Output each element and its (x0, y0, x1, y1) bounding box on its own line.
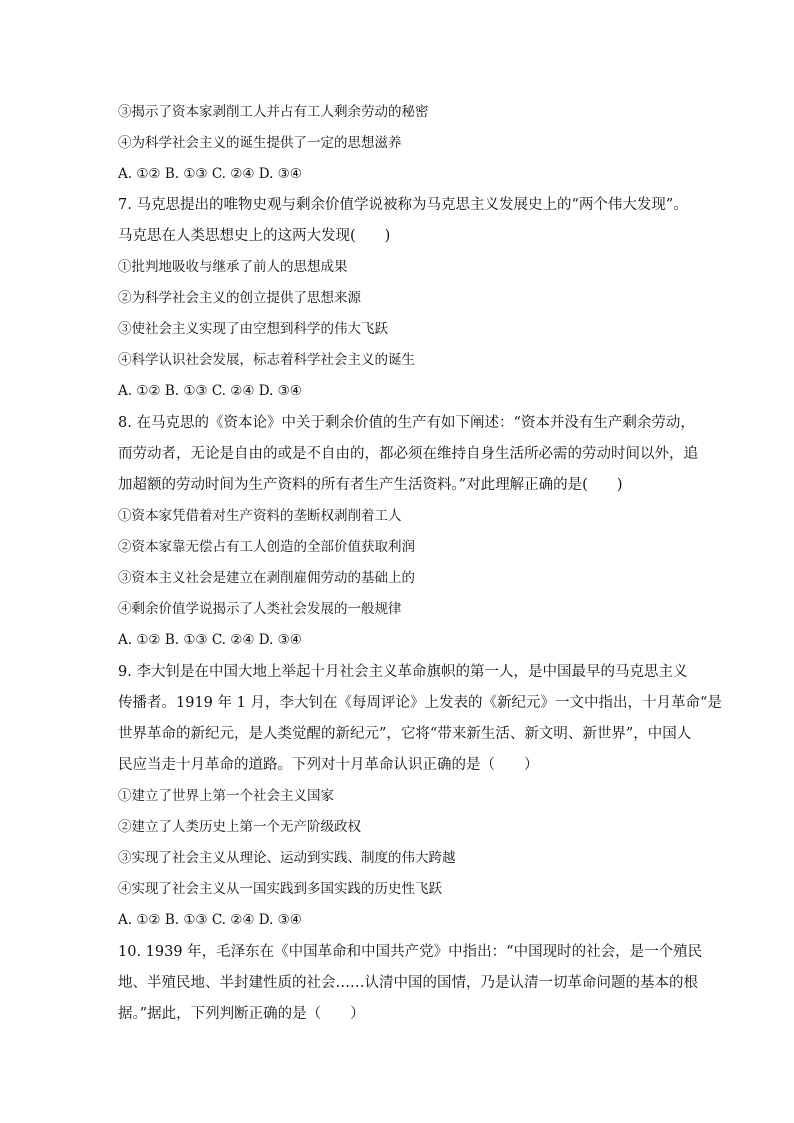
option-line: ①建立了世界上第一个社会主义国家 (118, 788, 334, 804)
option-line: ②建立了人类历史上第一个无产阶级政权 (118, 819, 361, 835)
option-line: ③资本主义社会是建立在剥削雇佣劳动的基础上的 (118, 570, 415, 586)
question-9-stem: 世界革命的新纪元，是人类觉醒的新纪元”，它将“带来新生活、新文明、新世界”，中国人 (118, 726, 692, 742)
question-9-stem: 传播者。1919 年 1 月，李大钊在《每周评论》上发表的《新纪元》一文中指出，十月革命“是 (118, 695, 722, 711)
answer-choices: A. ①② B. ①③ C. ②④ D. ③④ (118, 632, 302, 648)
question-7-stem: 马克思在人类思想史上的这两大发现( ) (118, 228, 391, 244)
option-line: ③揭示了资本家剥削工人并占有工人剩余劳动的秘密 (118, 104, 429, 120)
question-8-stem: 而劳动者，无论是自由的或是不自由的，都必须在维持自身生活所必需的劳动时间以外，追 (118, 446, 698, 462)
option-line: ③使社会主义实现了由空想到科学的伟大飞跃 (118, 321, 388, 337)
option-line: ④科学认识社会发展，标志着科学社会主义的诞生 (118, 352, 415, 368)
option-line: ④剩余价值学说揭示了人类社会发展的一般规律 (118, 601, 402, 617)
answer-choices: A. ①② B. ①③ C. ②④ D. ③④ (118, 166, 302, 182)
option-line: ②为科学社会主义的创立提供了思想来源 (118, 290, 361, 306)
question-10-stem: 据。”据此，下列判断正确的是（ ） (118, 1006, 365, 1022)
question-10-stem: 地、半殖民地、半封建性质的社会……认清中国的国情，乃是认清一切革命问题的基本的根 (118, 975, 698, 991)
question-7-stem: 7. 马克思提出的唯物史观与剩余价值学说被称为马克思主义发展史上的“两个伟大发现”。 (118, 197, 688, 213)
option-line: ④实现了社会主义从一国实践到多国实践的历史性飞跃 (118, 881, 442, 897)
option-line: ①资本家凭借着对生产资料的垄断权剥削着工人 (118, 508, 402, 524)
question-9-stem: 9. 李大钊是在中国大地上举起十月社会主义革命旗帜的第一人，是中国最早的马克思主义 (118, 664, 688, 680)
option-line: ②资本家靠无偿占有工人创造的全部价值获取利润 (118, 539, 415, 555)
option-line: ③实现了社会主义从理论、运动到实践、制度的伟大跨越 (118, 850, 456, 866)
option-line: ④为科学社会主义的诞生提供了一定的思想滋养 (118, 135, 402, 151)
question-9-stem: 民应当走十月革命的道路。下列对十月革命认识正确的是（ ） (118, 757, 539, 773)
answer-choices: A. ①② B. ①③ C. ②④ D. ③④ (118, 912, 302, 928)
question-8-stem: 加超额的劳动时间为生产资料的所有者生产生活资料。”对此理解正确的是( ) (118, 477, 623, 493)
question-8-stem: 8. 在马克思的《资本论》中关于剩余价值的生产有如下阐述：“资本并没有生产剩余劳动， (118, 415, 695, 431)
question-10-stem: 10. 1939 年，毛泽东在《中国革命和中国共产党》中指出：“中国现时的社会，是一个殖民 (118, 944, 703, 960)
option-line: ①批判地吸收与继承了前人的思想成果 (118, 259, 348, 275)
answer-choices: A. ①② B. ①③ C. ②④ D. ③④ (118, 383, 302, 399)
